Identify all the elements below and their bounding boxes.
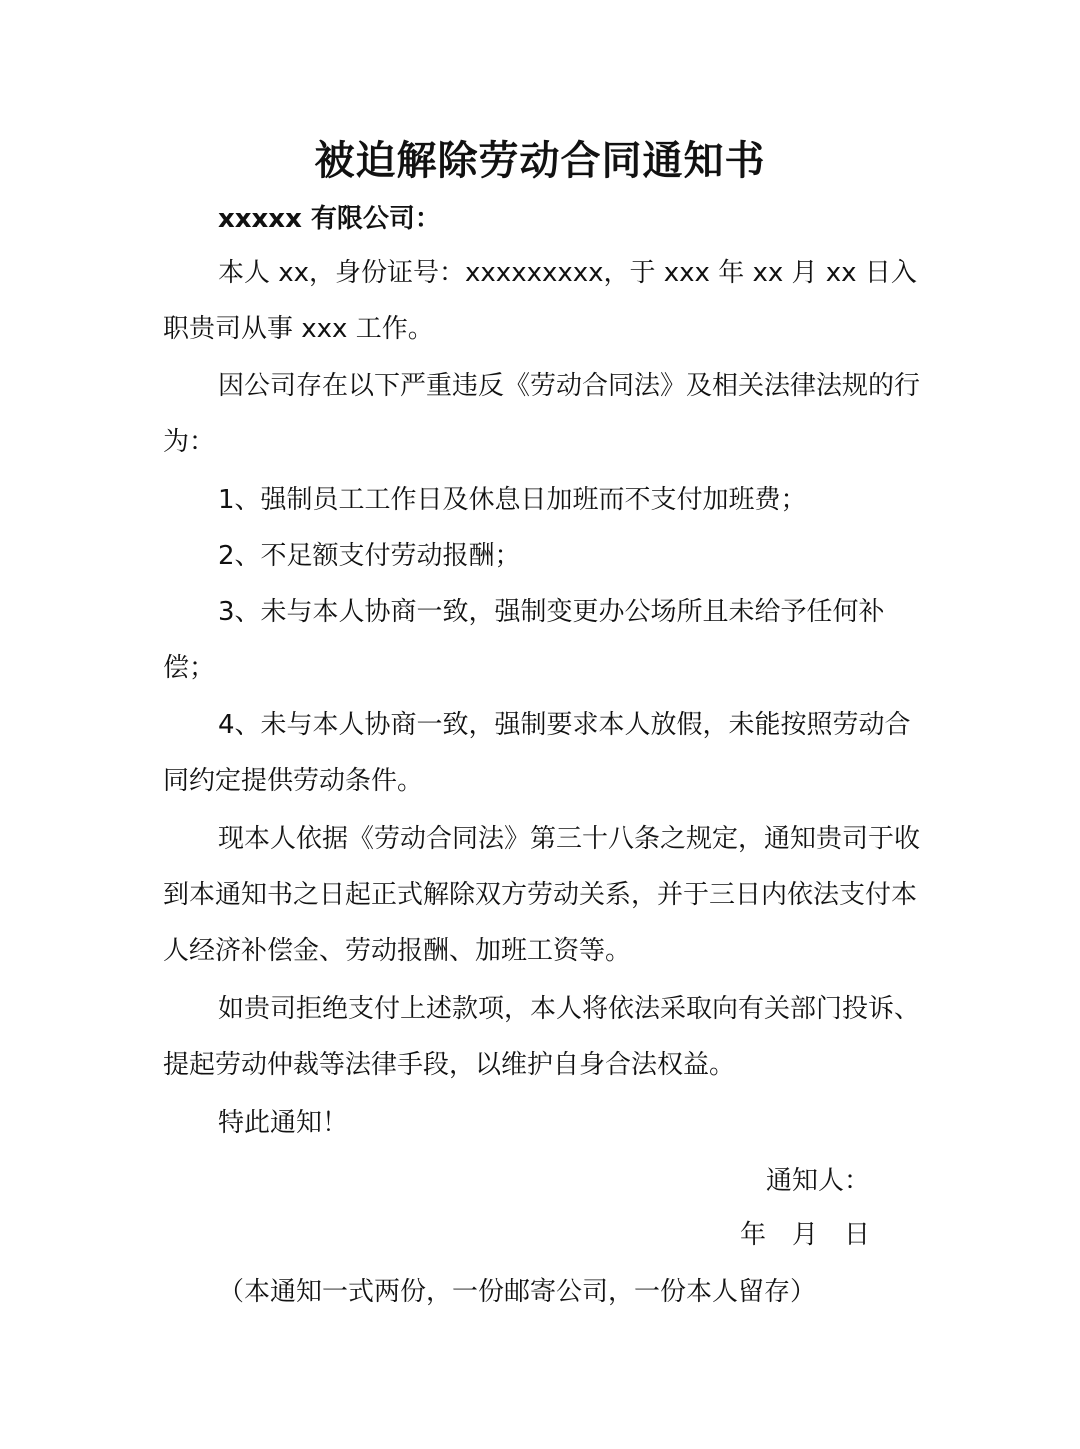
- footnote: （本通知一式两份，一份邮寄公司，一份本人留存）: [218, 1277, 817, 1307]
- paragraph-violation-3: 3、未与本人协商一致，强制变更办公场所且未给予任何补偿；: [163, 597, 885, 683]
- paragraph-violations-intro: 因公司存在以下严重违反《劳动合同法》及相关法律法规的行为：: [163, 371, 921, 457]
- paragraph-legal-action: 如贵司拒绝支付上述款项，本人将依法采取向有关部门投诉、提起劳动仲裁等法律手段，以维护自身合法权益。: [163, 994, 921, 1080]
- paragraph-violation-1: 1、强制员工工作日及休息日加班而不支付加班费；: [218, 485, 807, 515]
- paragraph-employment-info: 本人 xx，身份证号：xxxxxxxxx，于 xxx 年 xx 月 xx 日入职贵司从事 xxx 工作。: [163, 258, 917, 344]
- paragraph-violation-2: 2、不足额支付劳动报酬；: [218, 541, 521, 571]
- paragraph-termination-notice: 现本人依据《劳动合同法》第三十八条之规定，通知贵司于收到本通知书之日起正式解除双方劳动关系，并于三日内依法支付本人经济补偿金、劳动报酬、加班工资等。: [163, 824, 921, 966]
- paragraph-violation-4: 4、未与本人协商一致，强制要求本人放假，未能按照劳动合同约定提供劳动条件。: [163, 710, 911, 796]
- paragraph-closing: 特此通知！: [218, 1108, 349, 1138]
- document-title: 被迫解除劳动合同通知书: [314, 138, 766, 184]
- date-line: 年 月 日: [740, 1220, 871, 1250]
- signature-label: 通知人：: [766, 1166, 871, 1196]
- addressee: xxxxx 有限公司：: [218, 204, 441, 234]
